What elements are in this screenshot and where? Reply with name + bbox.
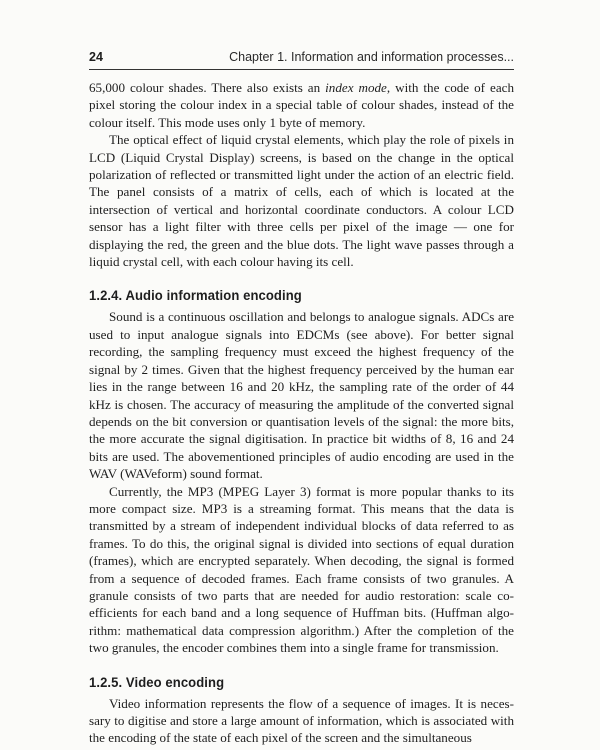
page-number: 24: [89, 50, 103, 64]
paragraph-video: Video information represents the flow of a sequence of images. It is necessary to digitise and store a large amount of information, which is associated with the encoding of the state of each pixel of the screen and the simultaneous: [89, 695, 514, 746]
page-header: [89, 49, 514, 65]
emphasis-index-mode: index mode: [325, 80, 387, 95]
section-heading-video: 1.2.5. Video encoding: [89, 674, 225, 691]
paragraph-lcd: The optical effect of liquid crystal elements, which play the role of pixels in LCD (Liquid Crystal Display) screens, is based on the change in the optical polarization of reflected or transmitted light under the action of an electric field. The panel consists of a matrix of cells, each of which is located at the intersection of vertical and horizontal coordinate conductors. A colour LCD sensor has a light filter with three cells per pixel of the image — one for displaying the red, the green and the blue dots. The light wave passes through a liquid crystal cell, with each colour having its cell.: [89, 132, 514, 270]
paragraph-audio-sampling: Sound is a continuous oscillation and belongs to analogue signals. ADCs are used to input analogue signals into EDCMs (see above). For better signal recording, the sampling frequency must exceed the highest frequency of the signal by 2 times. Given that the highest frequency perceived by the human ear lies in the range between 16 and 20 kHz, the sampling rate of the order of 44 kHz is chosen. The accuracy of measuring the amplitude of the converted signal depends on the bit conversion or quantisation levels of the signal: the more bits, the more accurate the signal digitisation. In practice bit widths of 8, 16 and 24 bits are used. The abovementioned principles of audio encoding are used in the WAV (WAVeform) sound format.: [89, 309, 514, 482]
page-body: [89, 79, 514, 747]
paragraph-text: , with the code of each pixel storing the colour index in a special table of colour shades, instead of the colour itself. This mode uses only 1 byte of memory.: [89, 80, 514, 130]
paragraph-audio-mp3: Currently, the MP3 (MPEG Layer 3) format is more popular thanks to its more compact size. MP3 is a streaming format. This means that the data is transmitted by a stream of independent individual blocks of data referred to as frames. To do this, the original signal is divided into sections of equal duration (frames), which are encrypted separately. When decoding, the signal is formed from a sequence of decoded frames. Each frame consists of two granules. A granule consists of two parts that are needed for audio restoration: scale coefficients for each band and a long sequence of Huffman bits. (Huffman algorithm: mathematical data compression algorithm.) After the completion of the two granules, the encoder combines them into a single frame for transmission.: [89, 483, 514, 656]
running-head: Chapter 1. Information and information processes...: [229, 50, 514, 64]
paragraph-text: 65,000 colour shades. There also exists an: [89, 80, 326, 95]
header-rule: [89, 69, 514, 70]
paragraph-continued: [89, 79, 514, 131]
section-heading-audio: 1.2.4. Audio information encoding: [89, 288, 302, 305]
